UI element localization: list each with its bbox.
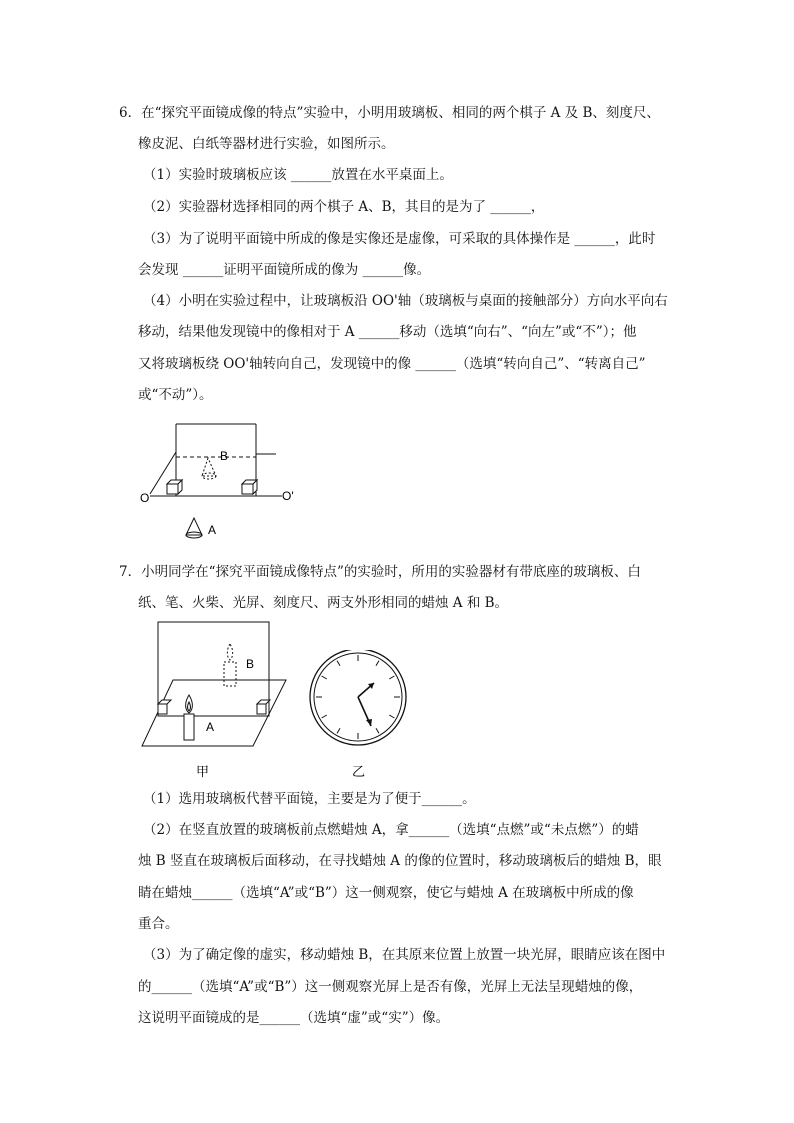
- caption-yi: 乙: [352, 764, 366, 779]
- label-a: A: [208, 523, 217, 537]
- q6-stem-line-1: 6．在“探究平面镜成像的特点”实验中，小明用玻璃板、相同的两个棋子 A 及 B、刻度尺、: [119, 105, 660, 121]
- plate-base-right: [242, 480, 257, 494]
- q6-sub-4-cont-3: 或“不动”）。: [138, 387, 213, 403]
- q7-sub-3-cont-2: 这说明平面镜成的是______（选填“虚”或“实”）像。: [138, 1010, 450, 1026]
- label-o-prime: O': [282, 489, 294, 503]
- q7-sub-3: （3）为了确定像的虚实，移动蜡烛 B，在其原来位置上放置一块光屏，眼睛应该在图中: [143, 947, 666, 963]
- plate-clamp-left: [158, 700, 171, 714]
- q6-sub-4: （4）小明在实验过程中，让玻璃板沿 OO'轴（玻璃板与桌面的接触部分）方向水平向右: [143, 293, 668, 309]
- q7-figure-yi: [306, 650, 410, 780]
- clock-icon: [310, 650, 406, 745]
- chess-piece-a: [186, 518, 202, 538]
- q7-sub-2-cont-2: 睛在蜡烛______（选填“A”或“B”）这一侧观察，使它与蜡烛 A 在玻璃板中所成的像: [138, 885, 634, 901]
- q7-sub-1: （1）选用玻璃板代替平面镜，主要是为了便于______。: [143, 791, 476, 807]
- plate-base-left: [167, 480, 182, 494]
- q7-figure-jia: [140, 620, 290, 780]
- q6-figure: [136, 420, 306, 545]
- q7-stem-line-2: 纸、笔、火柴、光屏、刻度尺、两支外形相同的蜡烛 A 和 B。: [138, 595, 509, 611]
- q6-sub-2: （2）实验器材选择相同的两个棋子 A、B，其目的是为了 ______，: [143, 199, 545, 215]
- candle-a: [184, 695, 194, 740]
- q7-sub-2: （2）在竖直放置的玻璃板前点燃蜡烛 A，拿______（选填“点燃”或“未点燃”）的蜡: [143, 822, 639, 838]
- q6-sub-1: （1）实验时玻璃板应该 ______放置在水平桌面上。: [143, 167, 453, 183]
- label-b: B: [220, 449, 229, 463]
- q7-sub-3-cont-1: 的______（选填“A”或“B”）这一侧观察光屏上是否有像，光屏上无法呈现蜡烛的像，: [138, 979, 643, 995]
- label-b: B: [246, 657, 255, 671]
- caption-jia: 甲: [196, 764, 210, 779]
- plate-clamp-right: [257, 700, 270, 714]
- q6-sub-3-cont: 会发现 ______证明平面镜所成的像为 ______像。: [138, 262, 431, 278]
- label-o: O: [140, 491, 150, 505]
- q6-sub-4-cont-1: 移动，结果他发现镜中的像相对于 A ______移动（选填“向右”、“向左”或“不”）；他: [138, 324, 637, 340]
- q6-sub-3: （3）为了说明平面镜中所成的像是实像还是虚像，可采取的具体操作是 ______，此时: [143, 231, 656, 247]
- q7-sub-2-cont-3: 重合。: [138, 916, 179, 932]
- q6-stem-line-2: 橡皮泥、白纸等器材进行实验，如图所示。: [138, 136, 395, 152]
- chess-piece-image: [202, 458, 216, 479]
- label-a: A: [206, 720, 215, 734]
- q6-sub-4-cont-2: 又将玻璃板绕 OO'轴转向自己，发现镜中的像 ______（选填“转向自己”、“转离自己”: [138, 356, 646, 372]
- q7-sub-2-cont-1: 烛 B 竖直在玻璃板后面移动，在寻找蜡烛 A 的像的位置时，移动玻璃板后的蜡烛 B，眼: [138, 853, 662, 869]
- q7-stem-line-1: 7．小明同学在“探究平面镜成像特点”的实验时，所用的实验器材有带底座的玻璃板、白: [119, 564, 641, 580]
